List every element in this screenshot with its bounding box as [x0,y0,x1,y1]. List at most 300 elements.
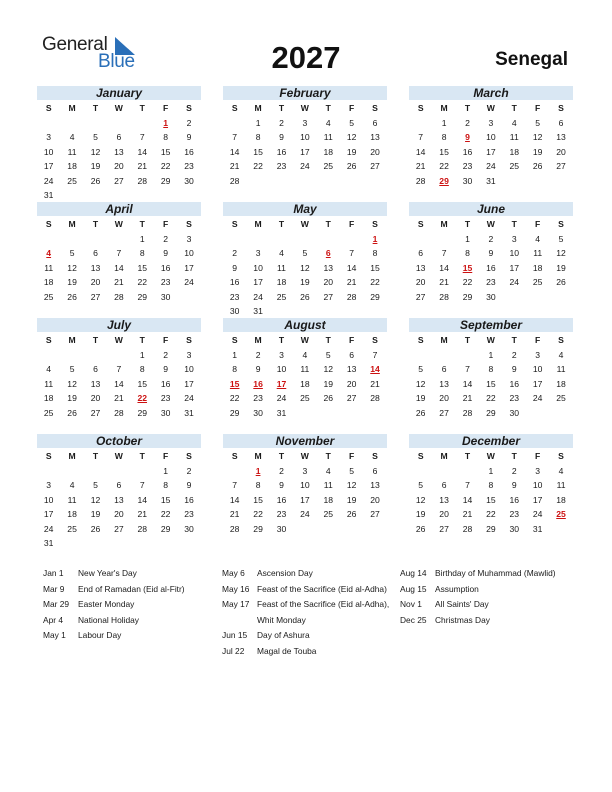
day-cell: 29 [137,407,148,418]
holiday-date: May 16 [222,583,250,594]
weekday-label: T [278,103,285,113]
holiday-column [222,566,392,660]
empty-cell [60,232,83,247]
weekday-label: F [535,451,541,461]
day-cell: 3 [488,117,494,128]
day-cell: 30 [253,407,263,418]
day-cell: 3 [186,349,192,360]
day-cell: 28 [114,291,124,302]
empty-cell [84,348,107,363]
holiday-column [400,566,575,628]
weekday-label: T [139,103,145,113]
weekday-label: S [558,451,564,461]
day-cell: 26 [67,291,77,302]
day-cell: 31 [184,407,194,418]
day-cell: 12 [346,480,357,490]
holiday-date: Nov 1 [400,599,422,610]
day-cell: 14 [346,262,357,273]
day-cell: 9 [163,364,169,374]
weekday-label: S [417,103,424,113]
day-cell: 5 [302,248,308,258]
day-cell: 14 [137,146,148,157]
holiday-name: Day of Ashura [257,630,310,641]
day-cell: 8 [465,248,470,258]
day-cell: 20 [90,393,101,403]
day-cell: 29 [462,291,473,302]
day-cell: 9 [163,248,169,258]
day-cell: 12 [300,262,310,273]
empty-cell [84,464,107,479]
day-cell: 3 [46,132,52,142]
day-cell: 18 [276,277,287,287]
empty-cell [432,232,455,247]
day-cell: 14 [229,494,240,505]
month-august [223,318,387,420]
day-cell: 17 [509,262,520,273]
weekday-label: F [535,219,541,229]
day-cell: 4 [69,480,75,490]
day-cell: 8 [163,480,169,490]
weekday-label: T [278,219,285,229]
holiday-date: Jun 15 [222,630,248,641]
day-cell: 13 [90,262,101,273]
day-cell: 17 [253,277,263,287]
day-cell: 18 [67,509,77,519]
day-cell: 1 [441,117,447,128]
day-cell: 13 [415,262,426,273]
weekday-label: F [163,219,169,229]
day-cell: 30 [486,291,496,302]
weekday-label: W [114,451,123,461]
weekday-label: F [349,451,355,461]
day-cell: 26 [90,523,101,534]
day-cell: 19 [532,146,543,157]
holiday-day: 29 [439,175,449,186]
weekday-label: S [231,219,238,229]
day-cell: 6 [93,248,98,258]
day-grid [223,449,387,536]
weekday-label: S [186,103,192,113]
month-title: October [37,434,201,448]
day-cell: 27 [415,291,426,302]
weekday-label: T [464,103,471,113]
day-cell: 6 [93,364,98,374]
weekday-label: S [417,335,424,345]
day-cell: 14 [114,262,124,273]
day-cell: 15 [253,494,263,505]
day-cell: 19 [90,509,101,519]
empty-cell [107,232,130,247]
empty-cell [223,464,246,479]
day-cell: 6 [418,248,424,258]
day-cell: 23 [229,291,240,302]
day-cell: 30 [160,407,171,418]
holiday-name: National Holiday [78,614,139,625]
day-cell: 24 [509,277,520,287]
day-cell: 13 [370,132,380,142]
holiday-day: 1 [255,465,261,476]
day-cell: 5 [69,248,75,258]
day-cell: 16 [184,146,194,157]
day-cell: 10 [43,146,54,157]
day-cell: 28 [415,175,426,186]
day-cell: 30 [462,175,473,186]
day-cell: 5 [535,117,541,128]
empty-cell [37,348,60,363]
day-cell: 18 [532,262,543,273]
month-november [223,434,387,536]
day-cell: 9 [279,480,284,490]
day-cell: 25 [43,291,54,302]
day-cell: 6 [372,465,378,476]
weekday-label: T [464,219,471,229]
day-cell: 27 [90,291,101,302]
day-cell: 5 [93,480,98,490]
day-cell: 1 [488,465,494,476]
holiday-day: 1 [163,117,169,128]
weekday-label: T [464,335,471,345]
day-cell: 20 [114,509,124,519]
empty-cell [317,232,340,247]
weekday-label: S [558,335,564,345]
weekday-label: M [68,451,76,461]
holiday-entry [222,566,392,582]
day-cell: 27 [439,407,449,418]
day-cell: 26 [415,407,426,418]
month-october [37,434,201,551]
month-title: September [409,318,573,332]
day-cell: 26 [556,277,566,287]
day-cell: 24 [300,161,310,171]
day-cell: 16 [276,494,287,505]
day-cell: 3 [302,117,308,128]
logo-blue-text: Blue [98,51,135,72]
day-cell: 20 [346,378,357,389]
day-cell: 29 [253,523,263,534]
day-cell: 28 [462,407,473,418]
empty-cell [270,232,293,247]
day-cell: 20 [323,277,334,287]
day-cell: 21 [137,161,148,171]
day-cell: 28 [229,175,240,186]
day-cell: 7 [349,248,355,258]
day-cell: 1 [255,117,261,128]
weekday-label: M [440,335,448,345]
day-cell: 10 [300,132,310,142]
day-cell: 2 [488,233,494,244]
day-cell: 17 [43,509,54,519]
day-cell: 31 [253,306,263,316]
holiday-entry [400,597,575,613]
day-cell: 31 [43,190,54,200]
day-cell: 29 [160,175,171,186]
day-cell: 9 [279,132,284,142]
empty-cell [107,464,130,479]
empty-cell [409,348,432,363]
day-cell: 20 [439,393,449,403]
day-cell: 11 [556,480,566,490]
day-cell: 6 [349,349,355,360]
day-cell: 14 [415,146,426,157]
day-cell: 17 [486,146,496,157]
weekday-label: F [163,103,169,113]
day-cell: 23 [184,161,194,171]
day-cell: 16 [509,378,520,389]
weekday-label: W [114,335,123,345]
day-cell: 17 [532,494,543,505]
day-cell: 26 [90,175,101,186]
day-cell: 25 [67,523,77,534]
day-cell: 18 [323,494,334,505]
day-cell: 11 [323,480,333,490]
day-cell: 1 [465,233,470,244]
holiday-entry [43,566,213,582]
empty-cell [246,232,269,247]
month-title: December [409,434,573,448]
holiday-date: Mar 9 [43,583,65,594]
day-cell: 20 [114,161,124,171]
day-cell: 28 [137,523,148,534]
holiday-entry [43,628,213,644]
weekday-label: S [45,451,52,461]
day-cell: 27 [556,161,566,171]
weekday-label: F [163,451,169,461]
day-cell: 22 [253,509,263,519]
calendar-year: 2027 [271,40,341,75]
day-cell: 19 [556,262,566,273]
day-cell: 2 [465,117,470,128]
day-cell: 28 [229,523,240,534]
day-cell: 6 [372,117,378,128]
day-cell: 2 [279,117,284,128]
day-cell: 8 [488,480,494,490]
weekday-label: T [92,335,99,345]
month-april [37,202,201,304]
weekday-label: F [163,335,169,345]
empty-cell [456,348,479,363]
day-cell: 4 [558,465,564,476]
empty-cell [223,116,246,131]
weekday-label: T [139,335,145,345]
empty-cell [37,232,60,247]
empty-cell [107,348,130,363]
day-cell: 28 [114,407,124,418]
holiday-date: Apr 4 [43,614,64,625]
weekday-label: F [535,335,541,345]
day-cell: 17 [300,146,310,157]
weekday-label: S [45,335,52,345]
weekday-label: T [464,451,471,461]
empty-cell [60,348,83,363]
holiday-name: Birthday of Muhammad (Mawlid) [435,568,556,578]
holiday-day: 14 [370,364,380,374]
day-cell: 2 [186,465,192,476]
weekday-label: M [440,451,448,461]
month-january [37,86,201,203]
day-cell: 19 [415,509,426,519]
day-cell: 5 [325,349,331,360]
empty-cell [131,116,154,131]
day-cell: 22 [370,277,380,287]
day-cell: 11 [323,132,333,142]
weekday-label: T [511,219,517,229]
day-cell: 18 [323,146,334,157]
day-cell: 19 [415,393,426,403]
holiday-day: 15 [229,378,240,389]
holiday-name: Feast of the Sacrifice (Eid al-Adha), Whit Monday [257,599,390,625]
empty-cell [409,464,432,479]
day-cell: 29 [370,291,380,302]
day-cell: 23 [160,393,171,403]
day-cell: 6 [116,132,122,142]
day-cell: 5 [418,364,424,374]
holiday-entry [43,613,213,629]
day-grid [409,449,573,536]
day-cell: 12 [90,494,101,505]
holiday-entry [222,628,392,644]
day-cell: 21 [114,393,124,403]
day-cell: 15 [137,262,148,273]
day-cell: 14 [137,494,148,505]
day-cell: 11 [533,248,543,258]
weekday-label: S [417,219,424,229]
day-grid [37,101,201,203]
day-cell: 26 [346,509,357,519]
weekday-label: S [231,335,238,345]
month-december [409,434,573,536]
weekday-label: M [68,335,76,345]
holiday-name: Christmas Day [435,614,490,625]
weekday-label: F [349,103,355,113]
holiday-name: Easter Monday [78,599,135,610]
day-cell: 26 [532,161,543,171]
day-cell: 23 [253,393,263,403]
day-cell: 10 [486,132,496,142]
day-cell: 14 [439,262,449,273]
day-cell: 10 [532,480,543,490]
day-cell: 4 [325,117,331,128]
day-cell: 18 [43,393,54,403]
weekday-label: S [372,451,378,461]
empty-cell [432,348,455,363]
day-cell: 30 [229,306,240,316]
day-cell: 3 [511,233,517,244]
day-cell: 24 [43,175,54,186]
day-cell: 21 [370,378,380,389]
day-cell: 11 [44,378,54,389]
day-grid [223,101,387,188]
day-cell: 3 [535,349,541,360]
holiday-day: 4 [46,248,52,258]
empty-cell [409,116,432,131]
day-cell: 18 [67,161,77,171]
day-cell: 14 [229,146,240,157]
month-title: July [37,318,201,332]
day-cell: 26 [323,393,334,403]
month-title: April [37,202,201,216]
day-cell: 16 [184,494,194,505]
day-cell: 1 [139,349,145,360]
day-cell: 18 [43,277,54,287]
day-grid [37,449,201,551]
day-cell: 15 [370,262,380,273]
day-cell: 1 [139,233,145,244]
empty-cell [432,464,455,479]
day-cell: 19 [346,494,357,505]
day-cell: 25 [300,393,310,403]
day-cell: 5 [349,465,355,476]
day-cell: 17 [184,378,194,389]
day-cell: 7 [465,480,470,490]
holiday-name: Ascension Day [257,568,313,578]
day-cell: 30 [184,523,194,534]
day-cell: 8 [232,364,238,374]
day-grid [409,333,573,420]
day-cell: 25 [276,291,287,302]
weekday-label: M [68,103,76,113]
day-cell: 22 [462,277,473,287]
holiday-date: May 17 [222,599,250,610]
day-cell: 30 [509,523,520,534]
weekday-label: T [278,451,285,461]
weekday-label: T [139,219,145,229]
day-cell: 25 [323,161,334,171]
holiday-day: 16 [253,378,263,389]
day-cell: 25 [532,277,543,287]
weekday-label: S [372,103,378,113]
day-cell: 27 [346,393,357,403]
weekday-label: S [186,219,192,229]
day-cell: 17 [43,161,54,171]
day-cell: 29 [137,291,148,302]
day-grid [409,217,573,304]
day-cell: 3 [535,465,541,476]
holiday-entry [222,597,392,628]
day-cell: 7 [139,480,145,490]
day-cell: 13 [556,132,566,142]
month-title: May [223,202,387,216]
weekday-label: S [186,451,192,461]
day-cell: 29 [486,523,496,534]
holiday-entry [400,582,575,598]
month-title: January [37,86,201,100]
day-cell: 3 [186,233,192,244]
day-cell: 26 [415,523,426,534]
day-cell: 21 [114,277,124,287]
day-cell: 16 [509,494,520,505]
holiday-date: Mar 29 [43,599,70,610]
day-cell: 6 [558,117,564,128]
day-cell: 26 [67,407,77,418]
day-cell: 10 [253,262,263,273]
day-cell: 3 [302,465,308,476]
day-cell: 17 [532,378,543,389]
day-cell: 12 [415,378,426,389]
weekday-label: W [486,103,495,113]
day-cell: 29 [229,407,240,418]
day-cell: 12 [323,364,334,374]
weekday-label: T [511,103,517,113]
day-cell: 22 [486,509,496,519]
day-cell: 17 [184,262,194,273]
day-cell: 24 [300,509,310,519]
day-cell: 22 [137,277,148,287]
day-cell: 8 [139,248,145,258]
weekday-label: S [417,451,424,461]
weekday-label: W [300,103,309,113]
day-cell: 1 [163,465,169,476]
weekday-label: M [68,219,76,229]
